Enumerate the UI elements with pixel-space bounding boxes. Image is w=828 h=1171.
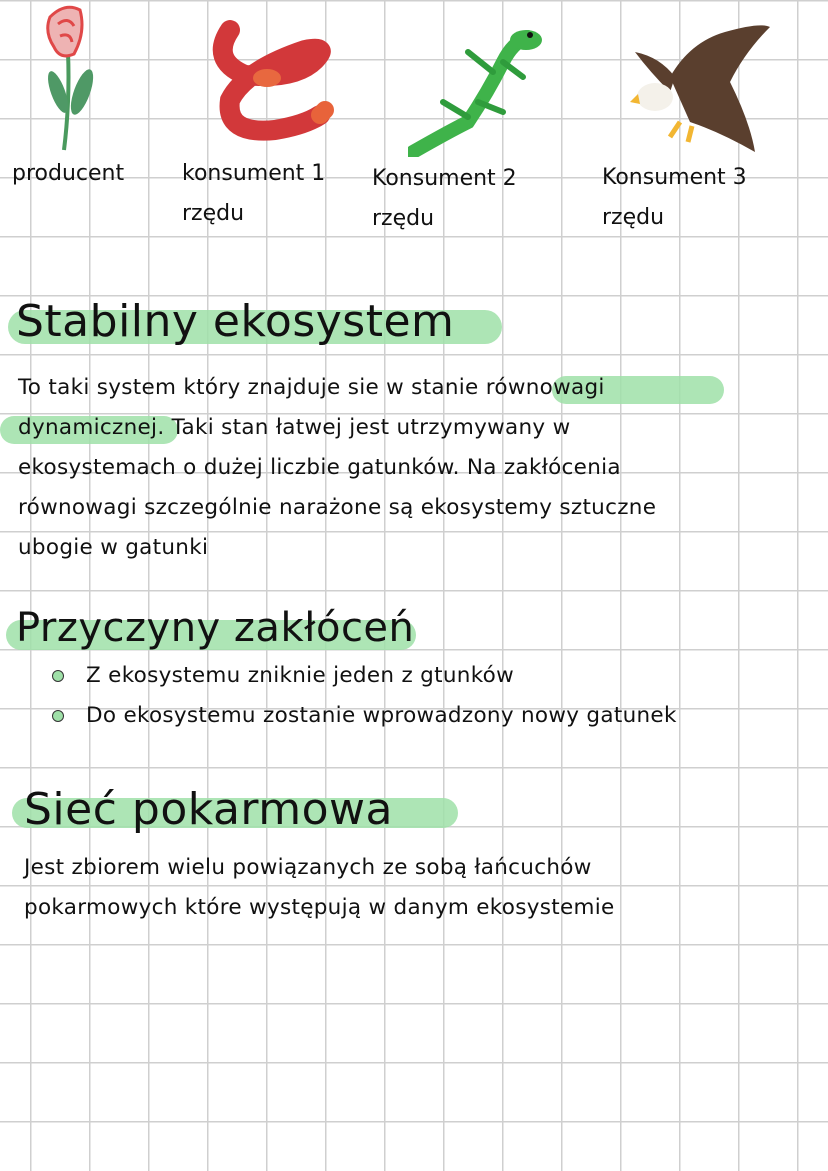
label-line: Konsument 3 (602, 165, 747, 190)
text-line: równowagi szczególnie narażone są ekosystemy sztuczne (18, 495, 657, 520)
paragraph-food-web (24, 848, 615, 928)
chain-label-producer (12, 154, 124, 194)
text-line: pokarmowych które występują w danym ekosystemie (24, 895, 615, 920)
text-line: dynamicznej. Taki stan łatwej jest utrzymywany w (18, 415, 571, 440)
text-line: ekosystemach o dużej liczbie gatunków. Na zakłócenia (18, 455, 621, 480)
earthworm-icon (205, 20, 335, 145)
label-line: konsument 1 (182, 161, 326, 186)
label-line: rzędu (182, 201, 245, 226)
label-line: rzędu (372, 206, 435, 231)
paragraph-stable-ecosystem (18, 368, 656, 568)
eagle-icon (630, 22, 770, 157)
heading-disruption-causes: Przyczyny zakłóceń (16, 605, 415, 651)
label-line: rzędu (602, 205, 665, 230)
chain-label-consumer-3 (602, 158, 747, 238)
chain-label-consumer-2 (372, 159, 517, 239)
rose-icon (40, 2, 100, 152)
label-line: Konsument 2 (372, 166, 517, 191)
label-line: producent (12, 161, 125, 186)
text-line: ubogie w gatunki (18, 535, 209, 560)
bullet-icon (52, 670, 64, 682)
chain-label-consumer-1 (182, 154, 325, 234)
text-line: Jest zbiorem wielu powiązanych ze sobą łańcuchów (24, 855, 592, 880)
bullet-item: Z ekosystemu zniknie jeden z gtunków (86, 663, 515, 688)
bullet-item: Do ekosystemu zostanie wprowadzony nowy gatunek (86, 703, 677, 728)
lizard-icon (408, 22, 543, 157)
heading-food-web: Sieć pokarmowa (24, 784, 393, 835)
bullet-icon (52, 710, 64, 722)
text-line: To taki system który znajduje sie w stanie równowagi (18, 375, 605, 400)
heading-stable-ecosystem: Stabilny ekosystem (16, 296, 455, 347)
